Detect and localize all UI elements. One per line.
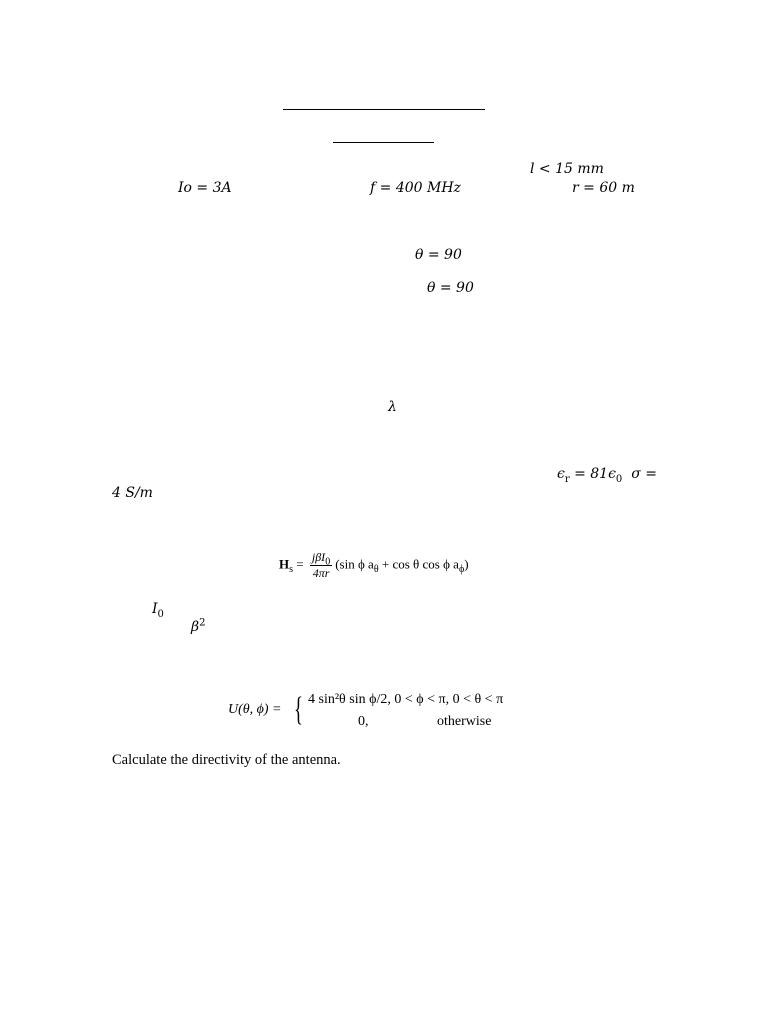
permittivity-sub: r bbox=[564, 473, 570, 485]
medium-conductivity: 4 S/m bbox=[112, 485, 153, 501]
subtitle-underline bbox=[333, 142, 434, 143]
title-underline bbox=[283, 109, 485, 110]
h-field-rhs-end: ) bbox=[464, 556, 469, 572]
intensity-case-2-condition: otherwise bbox=[437, 714, 492, 729]
medium-permittivity bbox=[557, 465, 657, 483]
i0-sub: 0 bbox=[157, 608, 164, 620]
intensity-lhs: U(θ, ϕ) = bbox=[228, 702, 282, 717]
h-field-rhs-sub1: θ bbox=[373, 564, 379, 576]
beta-squared: $\beta^2$ bbox=[191, 617, 206, 635]
beta-sup: 2 bbox=[199, 617, 206, 629]
permittivity-rhs: = 81ϵ bbox=[569, 466, 616, 482]
radiation-intensity-equation bbox=[228, 690, 558, 734]
h-field-fraction bbox=[310, 551, 332, 580]
h-field-lhs-sub: s bbox=[289, 564, 294, 576]
h-field-rhs-sub2: ϕ bbox=[458, 564, 465, 576]
h-field-equation bbox=[279, 551, 469, 580]
permittivity-rhs-sub: 0 bbox=[615, 473, 623, 485]
given-current: Io = 3A bbox=[178, 180, 232, 196]
i0-symbol: $I_0$ bbox=[152, 601, 164, 620]
h-field-equals: = bbox=[293, 556, 307, 572]
sigma-symbol: σ = bbox=[631, 466, 657, 482]
theta-value-2: θ = 90 bbox=[427, 280, 474, 296]
h-field-lhs: H bbox=[279, 556, 290, 572]
given-frequency: f = 400 MHz bbox=[370, 180, 461, 196]
given-distance: r = 60 m bbox=[572, 180, 635, 196]
h-field-rhs-mid: + cos θ cos ϕ a bbox=[378, 556, 459, 572]
lambda-symbol: λ bbox=[388, 399, 397, 415]
h-field-numerator: jβI$_0$ bbox=[311, 550, 331, 568]
intensity-case-2-value: 0, bbox=[358, 714, 369, 729]
question-text: Calculate the directivity of the antenna. bbox=[112, 752, 341, 768]
h-field-rhs: (sin ϕ a bbox=[335, 556, 374, 572]
given-length: l < 15 mm bbox=[530, 161, 604, 177]
cases-brace: { bbox=[294, 691, 303, 728]
permittivity-symbol: ϵ bbox=[557, 466, 565, 482]
theta-value-1: θ = 90 bbox=[415, 247, 462, 263]
intensity-case-1: 4 sin²θ sin ϕ/2, 0 < ϕ < π, 0 < θ < π bbox=[308, 692, 504, 707]
h-field-denominator: 4πr bbox=[312, 566, 330, 580]
